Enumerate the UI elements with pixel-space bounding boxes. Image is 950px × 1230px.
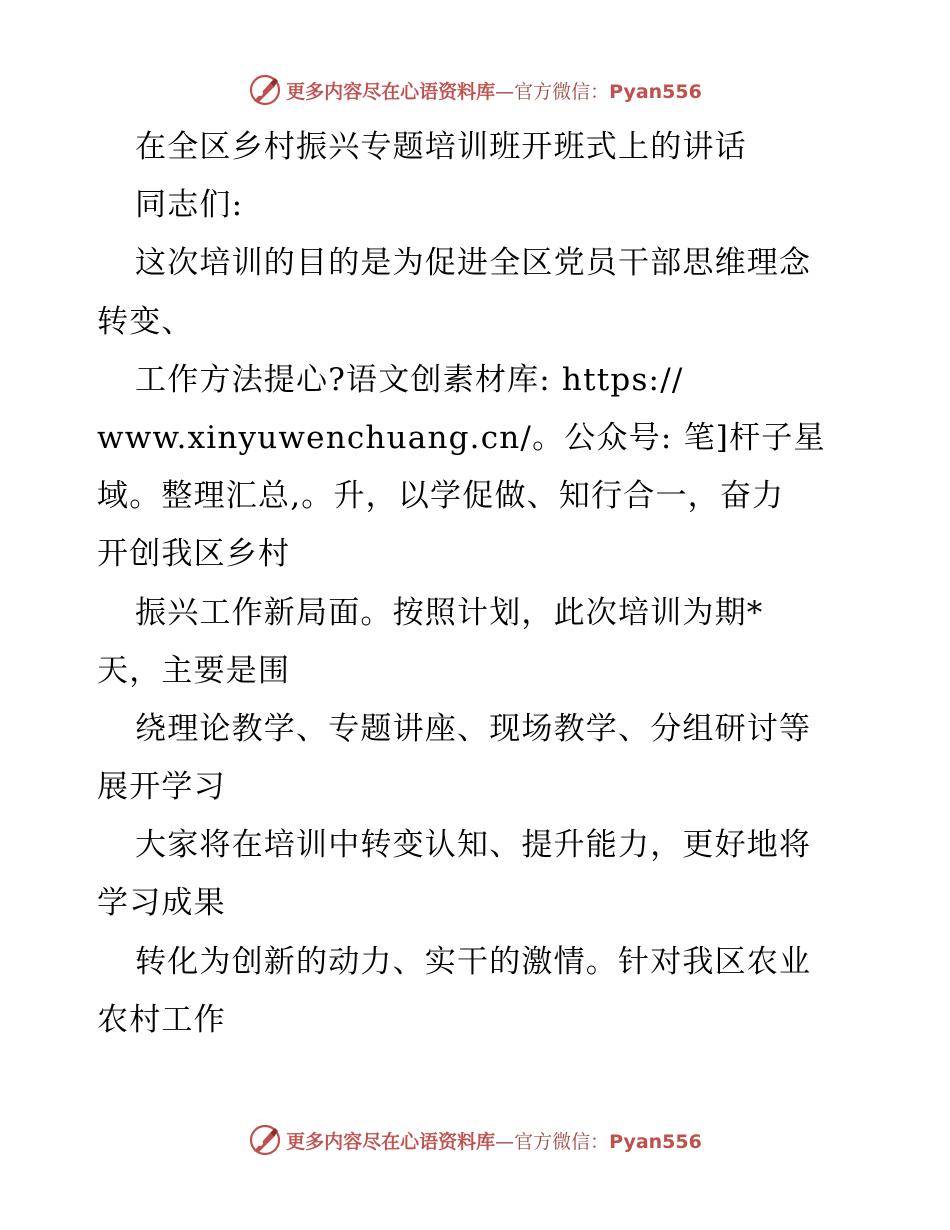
banner-part2: —官方微信：: [495, 80, 610, 103]
text-line: 域。整理汇总,。升，以学促做、知行合一，奋力: [97, 478, 785, 515]
text-line: 天，主要是围: [97, 652, 291, 689]
text-line: 这次培训的目的是为促进全区党员干部思维理念: [135, 245, 812, 282]
text-line: 转化为创新的动力、实干的激情。针对我区农业: [135, 943, 812, 980]
pen-logo-icon: [248, 73, 282, 107]
text-line: 农村工作: [97, 1001, 226, 1038]
footer-banner: [0, 1118, 950, 1162]
text-line: 同志们:: [135, 187, 244, 224]
text-line: 展开学习: [97, 769, 226, 806]
header-banner: [0, 68, 950, 112]
text-line: 学习成果: [97, 885, 226, 922]
text-line: 大家将在培训中转变认知、提升能力，更好地将: [135, 827, 812, 864]
banner-part1: 更多内容尽在心语资料库: [286, 1130, 496, 1153]
text-line: 工作方法提心?语文创素材库: https://: [135, 361, 684, 398]
text-line: 转变、: [97, 303, 194, 340]
banner-part3: Pyan556: [609, 1130, 702, 1153]
text-line: 振兴工作新局面。按照计划，此次培训为期*: [135, 594, 764, 631]
banner-text: [286, 77, 702, 104]
document-title: 在全区乡村振兴专题培训班开班式上的讲话: [135, 129, 747, 165]
banner-part1: 更多内容尽在心语资料库: [286, 80, 496, 103]
pen-logo-icon: [248, 1123, 282, 1157]
banner-part3: Pyan556: [609, 80, 702, 103]
text-line: 绕理论教学、专题讲座、现场教学、分组研讨等: [135, 710, 812, 747]
document-body: [97, 118, 867, 1049]
banner-text: [286, 1127, 702, 1154]
banner-part2: —官方微信：: [495, 1130, 610, 1153]
text-line: 开创我区乡村: [97, 536, 291, 573]
text-line: www.xinyuwenchuang.cn/。公众号: 笔]杆子星: [97, 419, 826, 456]
